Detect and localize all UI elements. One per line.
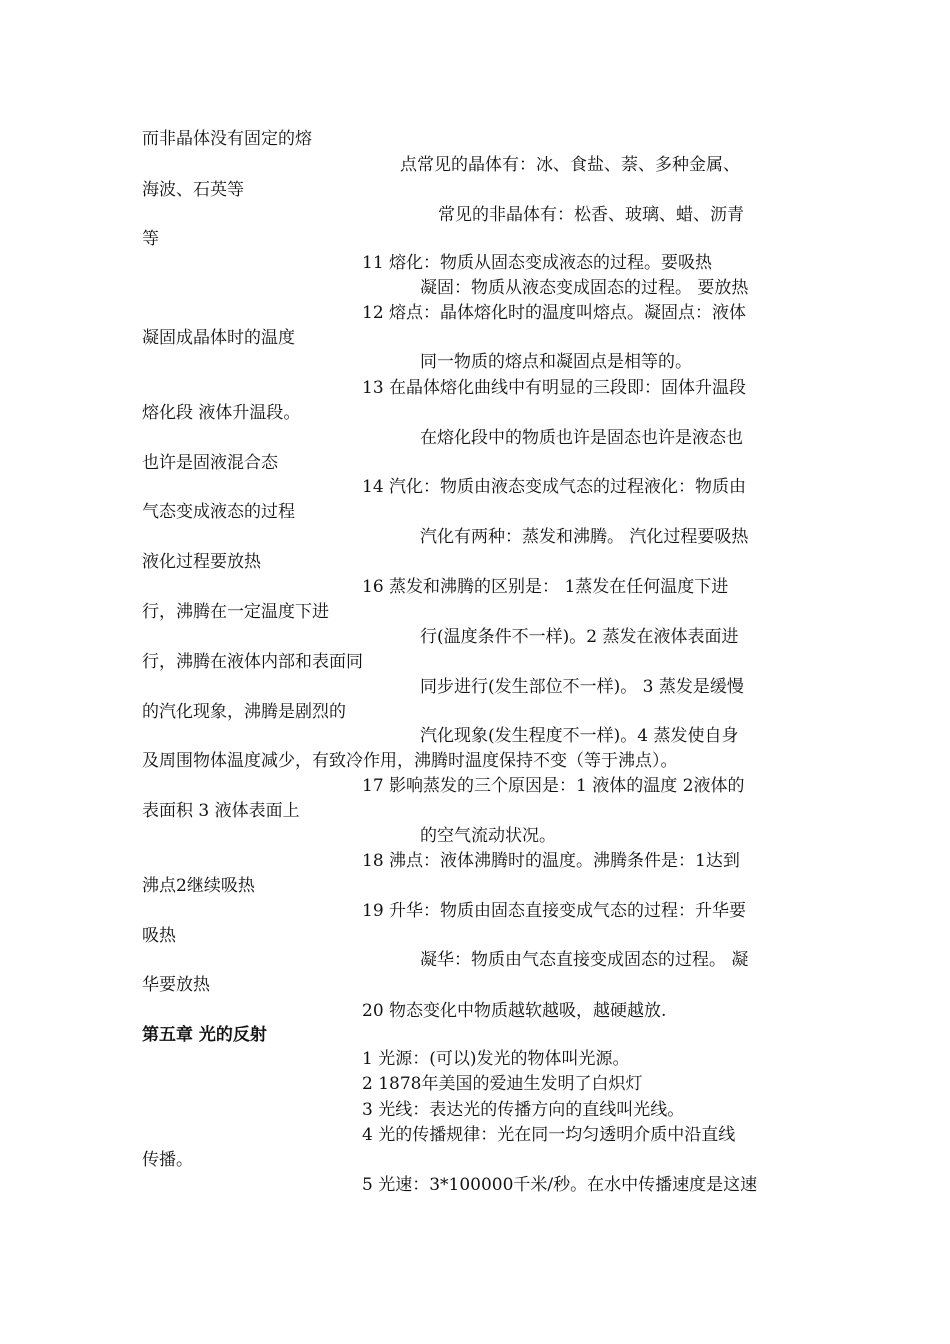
text-line: 12 熔点：晶体熔化时的温度叫熔点。凝固点：液体	[362, 303, 747, 323]
chapter-heading: 第五章 光的反射	[142, 1025, 267, 1045]
text-line: 行，沸腾在液体内部和表面同	[142, 652, 363, 672]
text-line: 吸热	[142, 926, 176, 946]
text-line: 18 沸点：液体沸腾时的温度。沸腾条件是：1达到	[362, 851, 740, 871]
text-line: 点常见的晶体有：冰、食盐、萘、多种金属、	[400, 155, 740, 175]
text-line: 3 光线：表达光的传播方向的直线叫光线。	[362, 1100, 685, 1120]
text-line: 沸点2继续吸热	[142, 876, 255, 896]
text-line: 气态变成液态的过程	[142, 502, 295, 522]
text-line: 同步进行(发生部位不一样)。 3 蒸发是缓慢	[420, 677, 744, 697]
text-line: 的空气流动状况。	[420, 826, 556, 846]
text-line: 的汽化现象，沸腾是剧烈的	[142, 702, 346, 722]
text-line: 16 蒸发和沸腾的区别是： 1蒸发在任何温度下进	[362, 577, 729, 597]
text-line: 凝华：物质由气态直接变成固态的过程。 凝	[420, 950, 749, 970]
text-line: 华要放热	[142, 975, 210, 995]
text-line: 也许是固液混合态	[142, 453, 278, 473]
text-line: 行，沸腾在一定温度下进	[142, 602, 329, 622]
text-line: 1 光源：(可以)发光的物体叫光源。	[362, 1049, 630, 1069]
text-line: 凝固成晶体时的温度	[142, 328, 295, 348]
text-line: 凝固：物质从液态变成固态的过程。 要放热	[420, 278, 749, 298]
text-line: 而非晶体没有固定的熔	[142, 129, 312, 149]
text-line: 表面积 3 液体表面上	[142, 801, 300, 821]
text-line: 17 影响蒸发的三个原因是：1 液体的温度 2液体的	[362, 776, 745, 796]
text-line: 传播。	[142, 1150, 193, 1170]
text-line: 4 光的传播规律：光在同一均匀透明介质中沿直线	[362, 1125, 736, 1145]
text-line: 19 升华：物质由固态直接变成气态的过程：升华要	[362, 901, 747, 921]
text-line: 汽化现象(发生程度不一样)。4 蒸发使自身	[420, 726, 739, 746]
text-line: 等	[142, 229, 159, 249]
text-line: 2 1878年美国的爱迪生发明了白炽灯	[362, 1074, 643, 1094]
text-line: 汽化有两种：蒸发和沸腾。 汽化过程要吸热	[420, 527, 749, 547]
text-line: 20 物态变化中物质越软越吸，越硬越放.	[362, 1001, 667, 1021]
text-line: 液化过程要放热	[142, 552, 261, 572]
text-line: 熔化段 液体升温段。	[142, 403, 301, 423]
text-line: 行(温度条件不一样)。2 蒸发在液体表面进	[420, 627, 739, 647]
text-line: 在熔化段中的物质也许是固态也许是液态也	[420, 428, 743, 448]
text-line: 同一物质的熔点和凝固点是相等的。	[420, 352, 692, 372]
text-line: 海波、石英等	[142, 180, 244, 200]
text-line: 及周围物体温度减少，有致冷作用，沸腾时温度保持不变（等于沸点）。	[142, 751, 678, 771]
text-line: 常见的非晶体有：松香、玻璃、蜡、沥青	[438, 205, 744, 225]
text-line: 11 熔化：物质从固态变成液态的过程。要吸热	[362, 253, 713, 273]
text-line: 14 汽化：物质由液态变成气态的过程液化：物质由	[362, 477, 747, 497]
text-line: 5 光速：3*100000千米/秒。在水中传播速度是这速	[362, 1175, 758, 1195]
text-line: 13 在晶体熔化曲线中有明显的三段即：固体升温段	[362, 378, 747, 398]
